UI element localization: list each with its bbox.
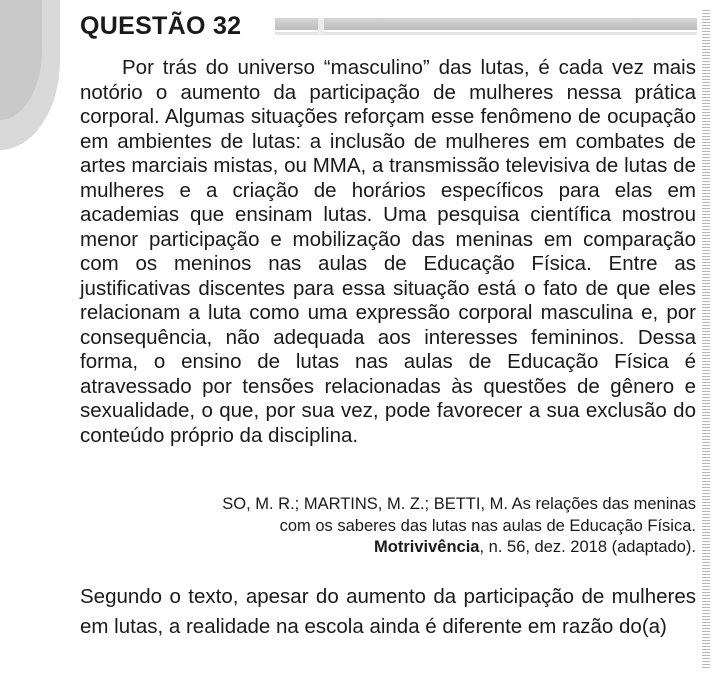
citation-journal: Motrivivência [374,538,480,556]
citation-details: , n. 56, dez. 2018 (adaptado). [479,538,696,556]
page-corner-tab [0,0,60,150]
passage-text: Por trás do universo “masculino” das lutas, é cada vez mais notório o aumento da participação de mulheres nessa prática corporal. Algumas situações reforçam esse fenômeno de ocupação em ambientes de lutas: a inclusão de mulheres em combates de artes marciais mistas, ou MMA, a transmissão televisiva de lutas de mulheres e a criação de horários específicos para elas em academias que ensinam lutas. Uma pesquisa científica mostrou menor participação e mobilização das meninas em comparação com os meninos nas aulas de Educação Física. Entre as justificativas discentes para essa situação está o fato de que eles relacionam a luta como uma expressão corporal masculina e, por consequência, não adequada aos interesses femininos. Dessa forma, o ensino de lutas nas aulas de Educação Física é atravessado por tensões relacionadas às questões de gênero e sexualidade, o que, por sua vez, pode favorecer a sua exclusão do conteúdo próprio da disciplina. [80,56,696,447]
title-divider-line [275,32,697,35]
citation-line-2: com os saberes das lutas nas aulas de Educação Física. [279,516,696,535]
question-prompt: Segundo o texto, apesar do aumento da participação de mulheres em lutas, a realidade na escola ainda é diferente em razão do(a) [80,585,696,638]
page-corner-tab-inner [0,0,42,120]
citation [80,494,696,559]
title-divider-notch [318,18,324,35]
margin-code-strip [702,10,710,670]
citation-line-3 [80,537,696,559]
question-title: QUESTÃO 32 [80,12,242,40]
title-divider-bar [275,18,697,30]
citation-line-1: SO, M. R.; MARTINS, M. Z.; BETTI, M. As relações das meninas [222,495,696,513]
